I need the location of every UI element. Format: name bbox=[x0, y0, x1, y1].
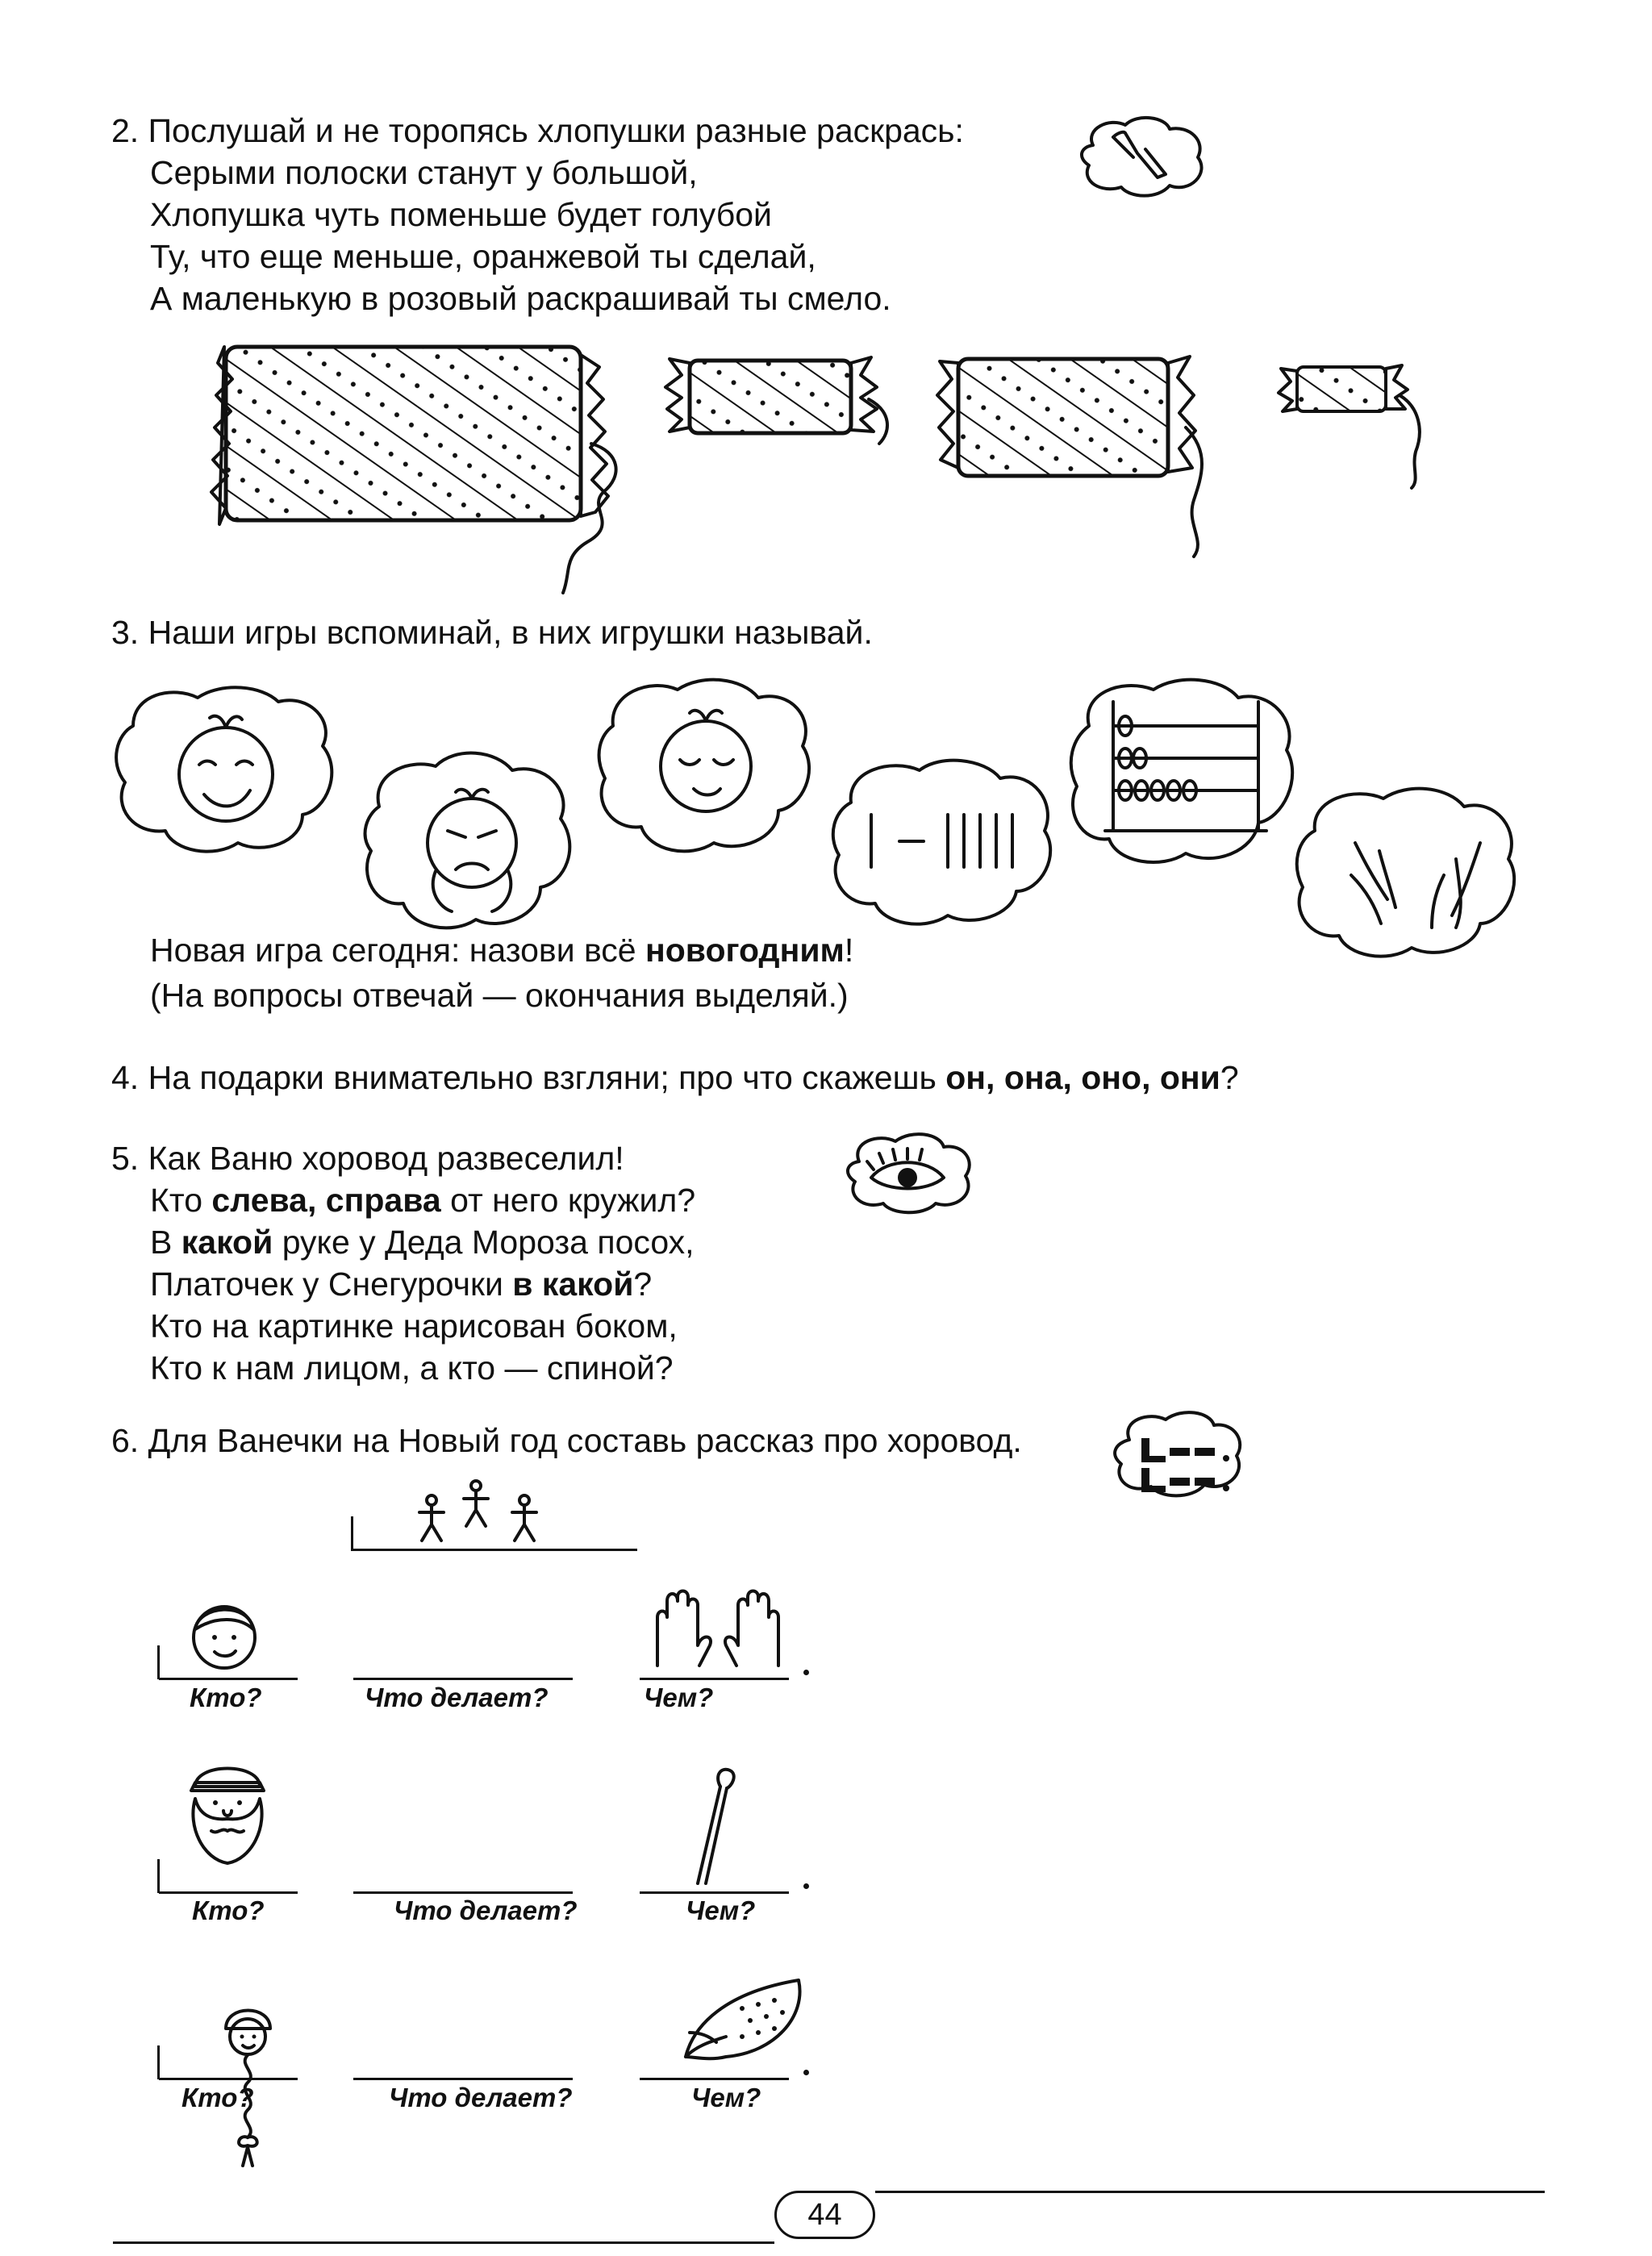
task-6-title: 6. Для Ванечки на Новый год составь рассказ про хоровод. bbox=[111, 1422, 1022, 1459]
firecracker-medium-2 bbox=[928, 347, 1226, 565]
row-1-does-line bbox=[353, 1678, 573, 1680]
task-2-line-1: 2. Послушай и не торопясь хлопушки разные раскрась: bbox=[111, 112, 964, 149]
task-2-line-5: А маленькую в розовый раскрашивай ты смело. bbox=[150, 280, 891, 317]
abacus-bubble bbox=[1065, 669, 1307, 879]
task-5-comma: , bbox=[307, 1182, 326, 1219]
row-2-who-line bbox=[159, 1891, 298, 1894]
row-1-who-label: Кто? bbox=[190, 1683, 262, 1712]
task-3-new-game bbox=[150, 929, 853, 971]
task-5-line-1: 5. Как Ваню хоровод развеселил! bbox=[111, 1140, 624, 1177]
row-3-does-label: Что делает? bbox=[389, 2083, 573, 2112]
task-4-post: ? bbox=[1220, 1059, 1239, 1096]
angry-face-bubble bbox=[359, 742, 585, 944]
row-2-with-line bbox=[640, 1891, 789, 1894]
counting-sticks-bubble bbox=[827, 746, 1069, 932]
task-2-line-2: Серыми полоски станут у большой, bbox=[150, 154, 698, 191]
row-3-tick bbox=[157, 2045, 160, 2079]
handkerchief-icon bbox=[678, 1976, 807, 2065]
row-1-with-label: Чем? bbox=[644, 1683, 714, 1712]
row-2-tick bbox=[157, 1859, 160, 1893]
task-3-title: 3. Наши игры вспоминай, в них игрушки называй. bbox=[111, 614, 873, 651]
task-4-bold: он, она, оно, они bbox=[945, 1059, 1220, 1096]
round-dance-icon bbox=[399, 1476, 577, 1553]
task-2-line-4: Ту, что еще меньше, оранжевой ты сделай, bbox=[150, 238, 816, 275]
task-5-line-2-a: Кто bbox=[150, 1182, 212, 1219]
row-3-who-line bbox=[159, 2078, 298, 2080]
row-1-tick bbox=[157, 1645, 160, 1679]
task-5-line-2 bbox=[111, 1179, 695, 1221]
row-2-who-label: Кто? bbox=[192, 1895, 265, 1925]
page-number: 44 bbox=[807, 2197, 842, 2232]
round-dance-tick bbox=[351, 1516, 353, 1550]
santa-face-icon bbox=[179, 1754, 276, 1867]
task-3-line-1-post: ! bbox=[844, 932, 854, 969]
task-5-line-3-c: руке у Деда Мороза посох, bbox=[273, 1224, 695, 1261]
task-4-text bbox=[111, 1057, 1239, 1099]
paintbrush-icon bbox=[1077, 113, 1210, 202]
eye-icon bbox=[843, 1129, 976, 1218]
round-dance-line bbox=[351, 1549, 637, 1551]
footer-line-right bbox=[875, 2191, 1545, 2193]
row-2-does-line bbox=[353, 1891, 573, 1894]
task-5-which-bold: какой bbox=[181, 1224, 273, 1261]
task-4-pre: 4. На подарки внимательно взгляни; про что скажешь bbox=[111, 1059, 946, 1096]
hands-bubble bbox=[1291, 778, 1533, 964]
firecracker-medium-1 bbox=[657, 351, 907, 456]
row-2-does-label: Что делает? bbox=[394, 1895, 578, 1925]
happy-face-bubble bbox=[109, 678, 343, 863]
row-1-who-line bbox=[159, 1678, 298, 1680]
task-3-line-1-pre: Новая игра сегодня: назови всё bbox=[150, 932, 645, 969]
staff-icon bbox=[682, 1762, 746, 1887]
task-3-line-2: (На вопросы отвечай — окончания выделяй.) bbox=[150, 977, 849, 1014]
row-1-period bbox=[803, 1670, 809, 1675]
task-5-in-which-bold: в какой bbox=[512, 1266, 634, 1303]
task-5-line-4-a: Платочек у Снегурочки bbox=[150, 1266, 513, 1303]
task-5-line-4-c: ? bbox=[633, 1266, 653, 1303]
sentence-scheme-icon bbox=[1109, 1407, 1246, 1508]
row-2-period bbox=[803, 1883, 809, 1889]
row-2-with-label: Чем? bbox=[686, 1895, 756, 1925]
task-5-line-3-a: В bbox=[150, 1224, 181, 1261]
task-5-line-6: Кто к нам лицом, а кто — спиной? bbox=[150, 1349, 674, 1387]
page-number-badge bbox=[774, 2191, 875, 2239]
row-3-period bbox=[803, 2070, 809, 2075]
task-3-line-1-bold: новогодним bbox=[645, 932, 845, 969]
row-3-who-label: Кто? bbox=[181, 2083, 254, 2112]
row-3-does-line bbox=[353, 2078, 573, 2080]
boy-face-icon bbox=[184, 1593, 265, 1674]
task-5-left-bold: слева bbox=[211, 1182, 307, 1219]
firecracker-small bbox=[1274, 359, 1436, 496]
task-5-line-2-e: от него кружил? bbox=[440, 1182, 696, 1219]
task-5-line-4 bbox=[111, 1263, 695, 1305]
task-5-right-bold: справа bbox=[325, 1182, 441, 1219]
row-1-does-label: Что делает? bbox=[365, 1683, 549, 1712]
task-5-text bbox=[111, 1137, 695, 1389]
row-1-with-line bbox=[640, 1678, 789, 1680]
firecracker-large bbox=[184, 331, 636, 597]
hands-icon bbox=[641, 1585, 795, 1674]
footer-line-left bbox=[113, 2241, 774, 2244]
task-5-line-3 bbox=[111, 1221, 695, 1263]
task-2-line-3: Хлопушка чуть поменьше будет голубой bbox=[150, 196, 772, 233]
row-3-with-label: Чем? bbox=[691, 2083, 761, 2112]
sleeping-face-bubble bbox=[593, 669, 819, 863]
task-5-line-5: Кто на картинке нарисован боком, bbox=[150, 1307, 678, 1345]
task-2-text bbox=[111, 110, 964, 319]
row-3-with-line bbox=[640, 2078, 789, 2080]
